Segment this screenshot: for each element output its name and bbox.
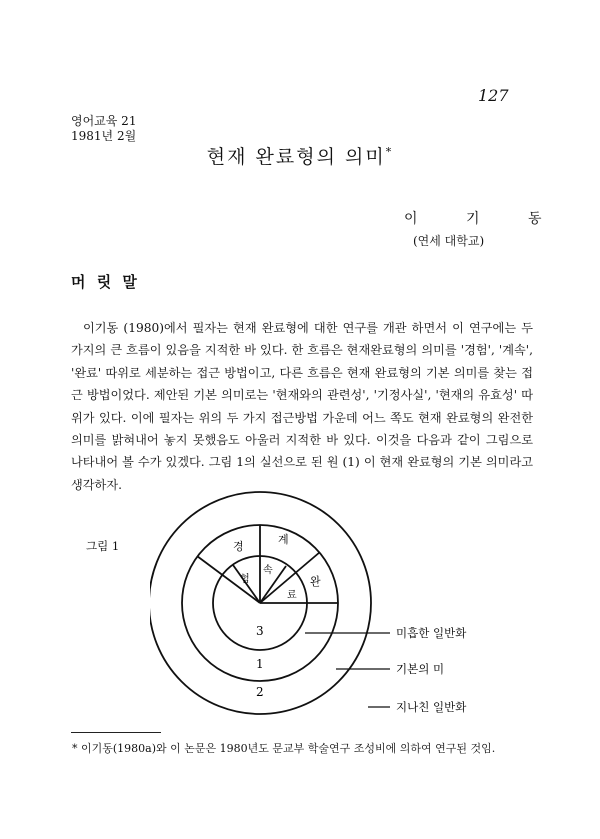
page-number: 127 xyxy=(478,86,509,105)
radial-line-left xyxy=(197,556,260,603)
journal-volume: 영어교육 21 xyxy=(71,114,137,128)
figure-1-diagram xyxy=(150,470,510,740)
footnote-rule xyxy=(71,732,161,733)
zone-number-2: 2 xyxy=(256,685,264,699)
footnote: * 이기동(1980a)와 이 논문은 1980년도 문교부 학술연구 조성비에 의하여 연구된 것임. xyxy=(72,742,496,755)
callout-label-bottom: 지나친 일반화 xyxy=(396,700,467,714)
paragraph: 이기동 (1980)에서 필자는 현재 완료형에 대한 연구를 개관 하면서 이 연구에는 두 가지의 큰 흐름이 있음을 지적한 바 있다. 한 흐름은 현재완료형의 의미를 '경험', '계속', '완료' 따위로 세분하는 접근 방법이고, 다른 흐름은 현재 완료형의 기본 의미를 찾는 접근 방법이었다. 제안된 기본 의미로는 '현재와의 관련성', '기정사실', '현재의 유효성' 따위가 있다. 이에 필자는 위의 두 가지 접근방법 가운데 어느 쪽도 현재 완료형의 완전한 의미를 밝혀내어 놓지 못했음도 아울러 지적한 바 있다. 이것을 다음과 같이 그림으로 나타내어 볼 수가 있겠다. 그림 1의 실선으로 된 원 (1) 이 현재 완료형의 기본 의미라고 생각하자. xyxy=(71,321,533,492)
segment-label-experience: 경 xyxy=(233,540,244,553)
author-name: 이 기 동 xyxy=(404,211,564,227)
section-heading: 머 릿 말 xyxy=(71,273,140,291)
zone-number-3: 3 xyxy=(256,624,264,638)
paper-title-text: 현재 완료형의 의미 xyxy=(206,146,386,168)
callout-label-mid: 기본의 미 xyxy=(396,662,445,676)
segment-label-inner-b: 속 xyxy=(263,565,273,576)
figure-label: 그림 1 xyxy=(86,539,120,553)
journal-date: 1981년 2월 xyxy=(71,129,137,143)
author-affiliation: (연세 대학교) xyxy=(413,234,485,248)
segment-label-inner-c: 료 xyxy=(287,590,297,601)
title-footnote-mark: * xyxy=(385,145,394,159)
segment-label-completion: 완 xyxy=(310,575,321,588)
journal-info xyxy=(71,114,136,144)
segment-label-continuation: 계 xyxy=(278,533,289,546)
segment-label-inner-a: 험 xyxy=(240,574,250,585)
zone-number-1: 1 xyxy=(256,657,264,671)
paper-title xyxy=(0,142,600,169)
callout-label-top: 미흡한 일반화 xyxy=(396,626,467,640)
